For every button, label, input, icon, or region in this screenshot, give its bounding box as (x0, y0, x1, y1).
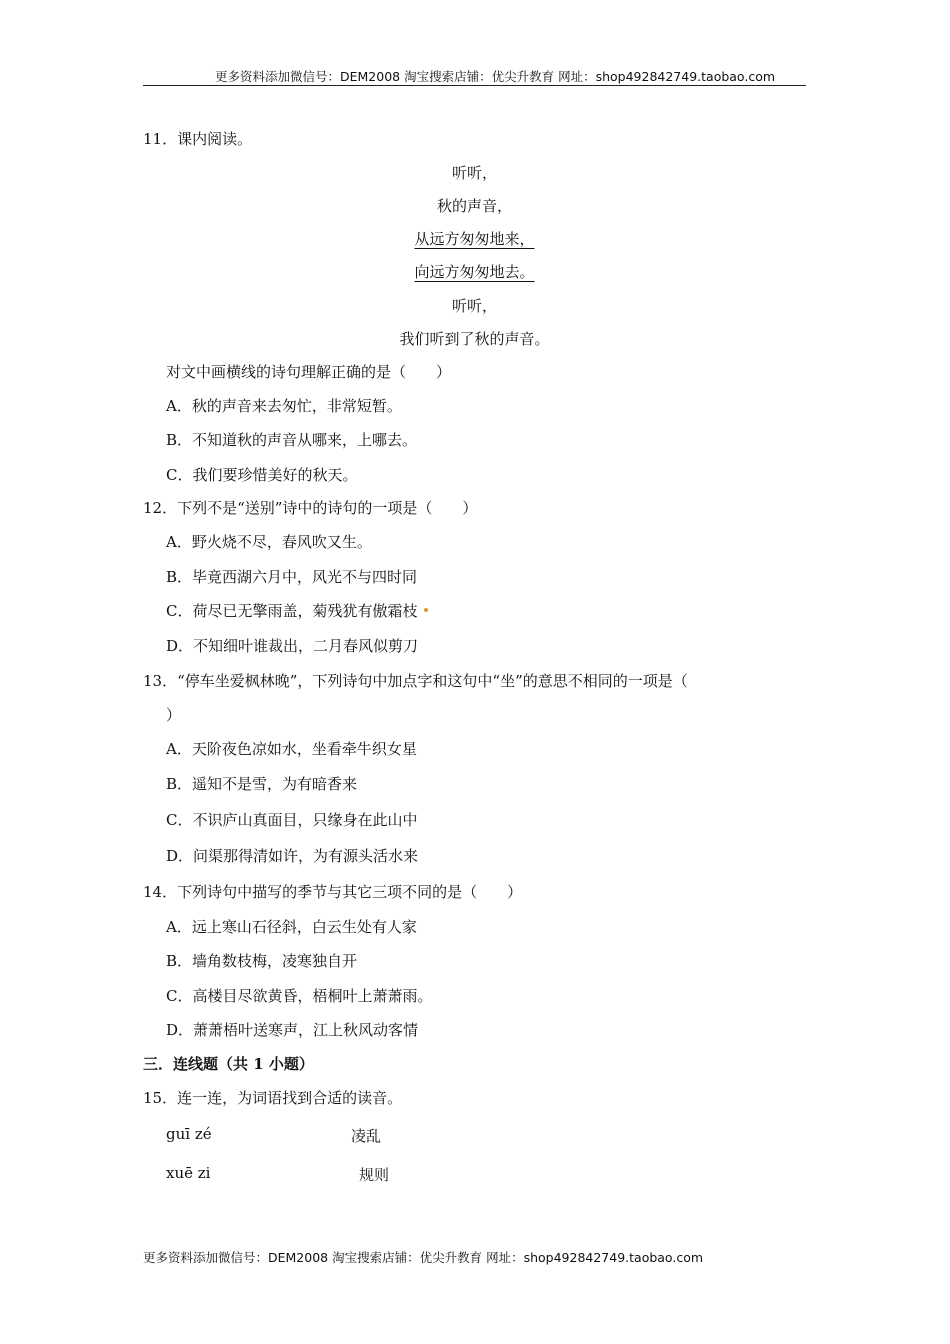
q13-option-b: B．遥知不是雪，为有暗香来 (166, 775, 358, 793)
q14-option-b: B．墙角数枝梅，凌寒独自开 (166, 952, 358, 970)
poem-line-underlined: 从远方匆匆地来， (414, 230, 535, 248)
q13-option-a: A．天阶夜色凉如水，坐看牵牛织女星 (166, 740, 417, 758)
annotation-dot-icon (424, 608, 428, 612)
header-divider (143, 85, 806, 86)
q11-option-a: A．秋的声音来去匆忙，非常短暂。 (166, 397, 402, 415)
poem-line: 听听， (451, 297, 497, 315)
q11-option-c: C．我们要珍惜美好的秋天。 (166, 466, 358, 484)
q11-question: 对文中画横线的诗句理解正确的是（ ） (166, 363, 452, 381)
q13-option-d: D．问渠那得清如许，为有源头活水来 (166, 847, 419, 865)
q15-pinyin-1: guī zé (166, 1125, 212, 1143)
q13-stem-cont: ） (166, 706, 182, 724)
q15-pinyin-2: xuē zi (166, 1164, 211, 1182)
poem-line: 秋的声音， (436, 197, 512, 215)
q12-option-b: B．毕竟西湖六月中，风光不与四时同 (166, 568, 418, 586)
page-header: 更多资料添加微信号：DEM2008 淘宝搜索店铺：优尖升教育 网址：shop492842749.taobao.com (215, 69, 776, 84)
q14-option-c: C．高楼目尽欲黄昏，梧桐叶上萧萧雨。 (166, 987, 433, 1005)
page-footer: 更多资料添加微信号：DEM2008 淘宝搜索店铺：优尖升教育 网址：shop492842749.taobao.com (143, 1250, 704, 1265)
q13-option-c: C．不识庐山真面目，只缘身在此山中 (166, 811, 418, 829)
poem-line-underlined: 向远方匆匆地去。 (414, 263, 535, 281)
q14-option-d: D．萧萧梧叶送寒声，江上秋风动客情 (166, 1021, 419, 1039)
q12-option-d: D．不知细叶谁裁出，二月春风似剪刀 (166, 637, 419, 655)
q15-word-2: 规则 (359, 1166, 390, 1184)
q12-option-a: A．野火烧不尽，春风吹又生。 (166, 533, 372, 551)
q15-stem: 15．连一连，为词语找到合适的读音。 (143, 1089, 403, 1107)
q11-option-b: B．不知道秋的声音从哪来，上哪去。 (166, 431, 418, 449)
poem-line: 我们听到了秋的声音。 (399, 330, 550, 348)
q12-option-c: C．荷尽已无擎雨盖，菊残犹有傲霜枝 (166, 602, 418, 620)
q15-word-1: 凌乱 (351, 1127, 382, 1145)
section-title: 三．连线题（共 1 小题） (143, 1055, 314, 1073)
q14-stem: 14．下列诗句中描写的季节与其它三项不同的是（ ） (143, 883, 523, 901)
q13-stem: 13．“停车坐爱枫林晚”，下列诗句中加点字和这句中“坐”的意思不相同的一项是（ (143, 672, 688, 690)
q12-stem: 12．下列不是“送别”诗中的诗句的一项是（ ） (143, 499, 478, 517)
poem-line: 听听， (451, 164, 497, 182)
q11-stem: 11．课内阅读。 (143, 130, 253, 148)
q14-option-a: A．远上寒山石径斜，白云生处有人家 (166, 918, 417, 936)
